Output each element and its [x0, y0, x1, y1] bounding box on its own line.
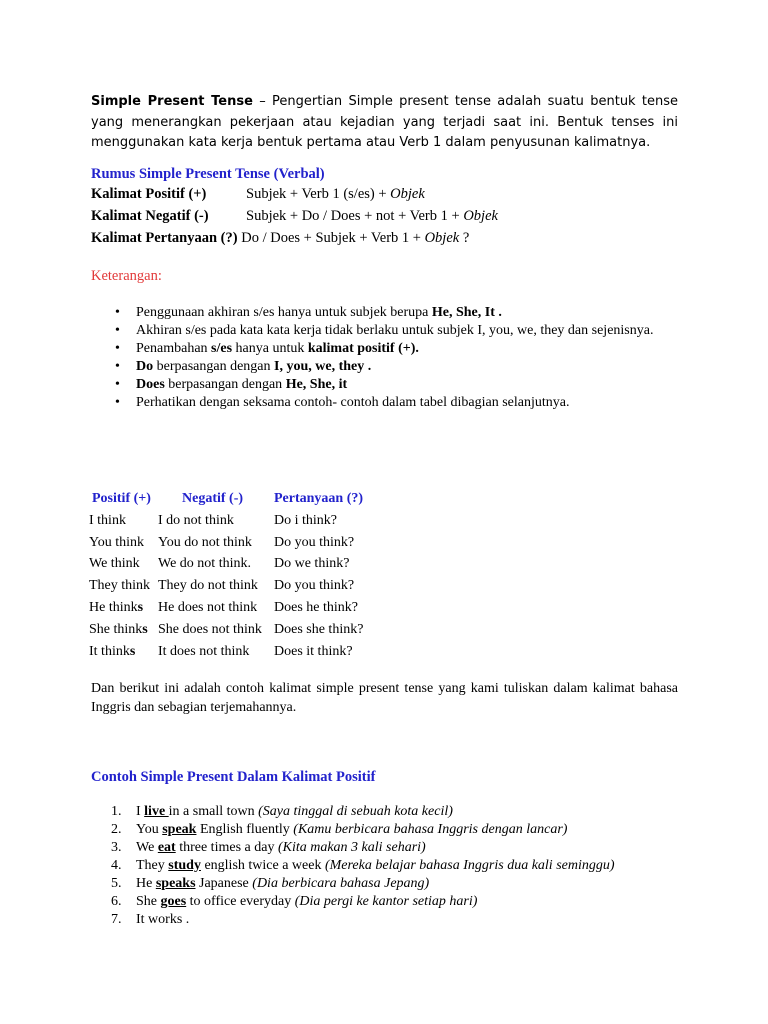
cell-text: They think — [89, 578, 151, 594]
rumus-objek: Objek — [463, 208, 498, 224]
item-subject: We — [136, 840, 158, 855]
cell-text: Do we think? — [274, 556, 350, 572]
intro-text: Pengertian Simple present tense adalah suatu bentuk tense yang menerangkan pekerjaan atau kejadian yang terjadi saat ini. Bentuk tenses ini menggunakan kata kerja bentuk pertama atau Verb 1 dalam penyusunan kalimatnya. — [91, 94, 679, 150]
pertanyaan-cell — [274, 510, 363, 532]
item-translation: (Saya tinggal di sebuah kota kecil) — [258, 804, 453, 819]
bullet-text: Do — [136, 359, 154, 374]
keterangan-bullet-item — [91, 304, 678, 322]
followup-paragraph: Dan berikut ini adalah contoh kalimat simple present tense yang kami tuliskan dalam kalimat bahasa Inggris dan sebagian terjemahannya. — [91, 681, 678, 715]
table-row — [89, 510, 363, 532]
rumus-formula: Subjek + Do / Does + not + Verb 1 + Objek — [246, 208, 498, 224]
pertanyaan-cell — [274, 532, 363, 554]
rumus-label: Kalimat Positif (+) — [91, 186, 207, 202]
intro-term: Simple Present Tense — [91, 94, 253, 109]
cell-text: I do not think — [158, 512, 234, 528]
table-row — [89, 554, 363, 576]
bullet-text: Penambahan — [136, 341, 212, 356]
cell-text: Does it think? — [274, 643, 353, 659]
cell-text: They do not think — [158, 578, 258, 594]
pertanyaan-cell — [274, 554, 363, 576]
keterangan-bullet-list — [91, 304, 678, 412]
negatif-cell — [158, 641, 274, 663]
positif-cell — [89, 510, 158, 532]
item-verb: eat — [157, 840, 176, 855]
header-pertanyaan: Pertanyaan (?) — [274, 490, 364, 506]
item-rest: three times a day — [175, 840, 278, 855]
rumus-formula: Do / Does + Subjek + Verb 1 + Objek ? — [237, 230, 470, 246]
item-number: 4. — [111, 858, 122, 873]
negatif-cell — [158, 510, 274, 532]
bullet-text: Perhatikan dengan seksama contoh- contoh dalam tabel dibagian selanjutnya. — [136, 395, 570, 410]
cell-text: She think — [89, 621, 143, 637]
keterangan-bullet-item — [91, 376, 678, 394]
item-subject: They — [136, 858, 169, 873]
header-positif: Positif (+) — [92, 490, 151, 506]
cell-text: s — [129, 643, 136, 659]
bullet-text: berpasangan dengan — [153, 359, 275, 374]
negatif-cell — [158, 597, 274, 619]
bullet-text: He, She, It . — [431, 305, 502, 320]
rumus-row — [91, 208, 498, 230]
item-verb: study — [168, 858, 201, 873]
list-item — [91, 893, 615, 911]
cell-text: You think — [89, 534, 144, 550]
bullet-text: kalimat positif (+). — [307, 341, 419, 356]
list-item — [91, 803, 615, 821]
cell-text: Does he think? — [274, 600, 358, 616]
item-number: 1. — [111, 804, 122, 819]
cell-text: Do i think? — [274, 512, 337, 528]
bullet-text: Does — [136, 377, 165, 392]
item-rest: English fluently — [196, 822, 294, 837]
item-rest: Japanese — [195, 876, 253, 891]
rumus-formula: Subjek + Verb 1 (s/es) + Objek — [246, 186, 425, 202]
item-subject: She — [136, 894, 161, 909]
keterangan-bullet-item — [91, 322, 678, 340]
pertanyaan-cell — [274, 619, 363, 641]
list-item — [91, 857, 615, 875]
bullet-text: berpasangan dengan — [164, 377, 286, 392]
rumus-label: Kalimat Negatif (-) — [91, 208, 209, 224]
positif-cell — [89, 575, 158, 597]
negatif-cell — [158, 619, 274, 641]
cell-text: Do you think? — [274, 578, 355, 594]
example-sentence-list — [91, 803, 615, 929]
table-row — [89, 641, 363, 663]
item-translation: (Dia pergi ke kantor setiap hari) — [294, 894, 478, 909]
cell-text: It think — [89, 643, 130, 659]
negatif-cell — [158, 532, 274, 554]
table-row — [89, 532, 363, 554]
negatif-cell — [158, 554, 274, 576]
positif-cell — [89, 597, 158, 619]
item-subject: He — [136, 876, 156, 891]
cell-text: He does not think — [158, 600, 258, 616]
cell-text: It does not think — [158, 643, 250, 659]
item-translation: (Mereka belajar bahasa Inggris dua kali seminggu) — [324, 858, 615, 873]
cell-text: You do not think — [158, 534, 252, 550]
conjugation-table — [89, 487, 363, 663]
pertanyaan-cell — [274, 597, 363, 619]
table-row — [89, 597, 363, 619]
bullet-text: Akhiran s/es pada kata kata kerja tidak berlaku untuk subjek I, you, we, they dan sejenisnya. — [136, 323, 654, 338]
list-item — [91, 875, 615, 893]
contoh-heading: Contoh Simple Present Dalam Kalimat Positif — [91, 769, 376, 785]
cell-text: s — [137, 600, 144, 616]
rumus-row — [91, 230, 469, 252]
item-number: 2. — [111, 822, 122, 837]
rumus-label: Kalimat Pertanyaan (?) — [91, 230, 238, 246]
bullet-text: Penggunaan akhiran s/es hanya untuk subjek berupa — [136, 305, 432, 320]
rumus-objek: Objek — [390, 186, 425, 202]
cell-text: We think — [89, 556, 140, 572]
item-rest: english twice a week — [200, 858, 325, 873]
header-negatif: Negatif (-) — [182, 490, 244, 506]
item-subject: You — [136, 822, 163, 837]
positif-cell — [89, 532, 158, 554]
item-number: 5. — [111, 876, 122, 891]
item-rest: to office everyday — [186, 894, 295, 909]
keterangan-bullet-item — [91, 394, 678, 412]
rumus-heading: Rumus Simple Present Tense (Verbal) — [91, 166, 325, 182]
keterangan-bullet-item — [91, 358, 678, 376]
bullet-text: hanya untuk — [232, 341, 308, 356]
pertanyaan-cell — [274, 575, 363, 597]
negatif-cell — [158, 575, 274, 597]
positif-cell — [89, 641, 158, 663]
list-item — [91, 821, 615, 839]
item-translation: (Dia berbicara bahasa Jepang) — [252, 876, 430, 891]
positif-cell — [89, 554, 158, 576]
list-item — [91, 839, 615, 857]
item-verb: live — [144, 804, 169, 819]
rumus-objek: Objek — [424, 230, 460, 246]
cell-text: Do you think? — [274, 534, 355, 550]
cell-text: He think — [89, 600, 138, 616]
list-item — [91, 911, 615, 929]
keterangan-heading: Keterangan: — [91, 268, 162, 284]
conjugation-header-row — [89, 487, 363, 510]
item-verb: speak — [162, 822, 197, 837]
cell-text: Does she think? — [274, 621, 364, 637]
item-subject: I — [136, 804, 145, 819]
positif-cell — [89, 619, 158, 641]
table-row — [89, 575, 363, 597]
item-number: 6. — [111, 894, 122, 909]
rumus-row — [91, 186, 425, 208]
item-translation: (Kamu berbicara bahasa Inggris dengan lancar) — [293, 822, 568, 837]
table-row — [89, 619, 363, 641]
cell-text: We do not think. — [158, 556, 251, 572]
bullet-text: He, She, it — [285, 377, 348, 392]
item-rest: in a small town — [168, 804, 259, 819]
item-subject: It works . — [136, 912, 190, 927]
item-number: 7. — [111, 912, 122, 927]
item-translation: (Kita makan 3 kali sehari) — [277, 840, 426, 855]
bullet-text: I, you, we, they . — [274, 359, 372, 374]
pertanyaan-cell — [274, 641, 363, 663]
cell-text: She does not think — [158, 621, 262, 637]
cell-text: s — [142, 621, 148, 637]
intro-dash: – — [252, 94, 273, 109]
item-verb: speaks — [155, 876, 196, 891]
cell-text: I think — [89, 512, 126, 528]
intro-paragraph — [91, 91, 678, 153]
item-number: 3. — [111, 840, 122, 855]
keterangan-bullet-item — [91, 340, 678, 358]
item-verb: goes — [160, 894, 187, 909]
bullet-text: s/es — [211, 341, 233, 356]
